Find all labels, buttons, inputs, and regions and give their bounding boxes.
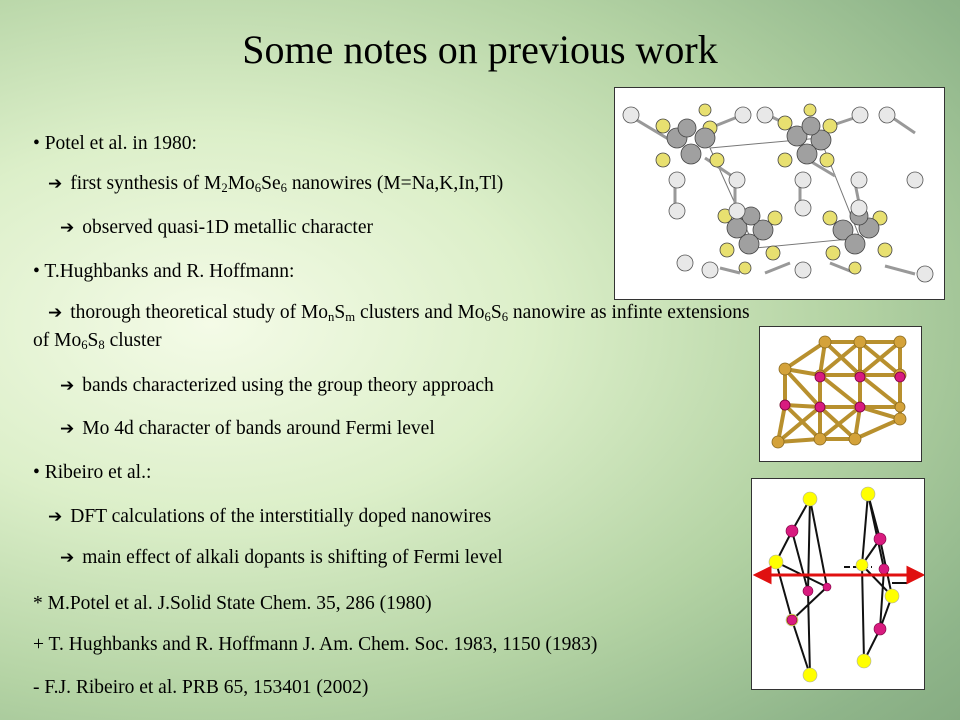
reference-ribeiro: - F.J. Ribeiro et al. PRB 65, 153401 (2002) xyxy=(33,677,369,698)
sub-bullet-bands: ➔ bands characterized using the group theory approach xyxy=(60,375,494,396)
crystal-structure-figure xyxy=(614,87,945,300)
slide-title: Some notes on previous work xyxy=(242,27,718,72)
reference-hughbanks: + T. Hughbanks and R. Hoffmann J. Am. Chem. Soc. 1983, 1150 (1983) xyxy=(33,634,598,655)
sub-bullet-theory-cont: of $Mo_6S_8$ cluster xyxy=(33,330,162,353)
arrow-icon: ➔ xyxy=(60,419,75,439)
sub-bullet-theory: ➔ thorough theoretical study of $Mo_nS_m$ clusters and $Mo_6S_6$ nanowire as infinte extensions xyxy=(48,302,750,325)
arrow-icon: ➔ xyxy=(48,174,63,194)
arrow-icon: ➔ xyxy=(60,548,75,568)
nanowire-cluster-figure xyxy=(759,326,922,462)
arrow-icon: ➔ xyxy=(60,218,75,238)
arrow-icon: ➔ xyxy=(48,303,63,323)
reference-potel: * M.Potel et al. J.Solid State Chem. 35, 286 (1980) xyxy=(33,593,432,614)
sub-bullet-dft: ➔ DFT calculations of the interstitially doped nanowires xyxy=(48,506,492,527)
bullet-ribeiro: • Ribeiro et al.: xyxy=(33,462,152,483)
sub-bullet-metallic: ➔ observed quasi-1D metallic character xyxy=(60,217,373,238)
bullet-hughbanks: • T.Hughbanks and R. Hoffmann: xyxy=(33,261,295,282)
sub-bullet-synthesis: ➔ first synthesis of $M_2Mo_6Se_6$ nanowires (M=Na,K,In,Tl) xyxy=(48,173,504,196)
bullet-potel: • Potel et al. in 1980: xyxy=(33,133,197,154)
sub-bullet-mo4d: ➔ Mo 4d character of bands around Fermi level xyxy=(60,418,435,439)
arrow-icon: ➔ xyxy=(48,507,63,527)
doped-nanowire-figure xyxy=(751,478,925,690)
sub-bullet-dopants: ➔ main effect of alkali dopants is shifting of Fermi level xyxy=(60,547,503,568)
arrow-icon: ➔ xyxy=(60,376,75,396)
